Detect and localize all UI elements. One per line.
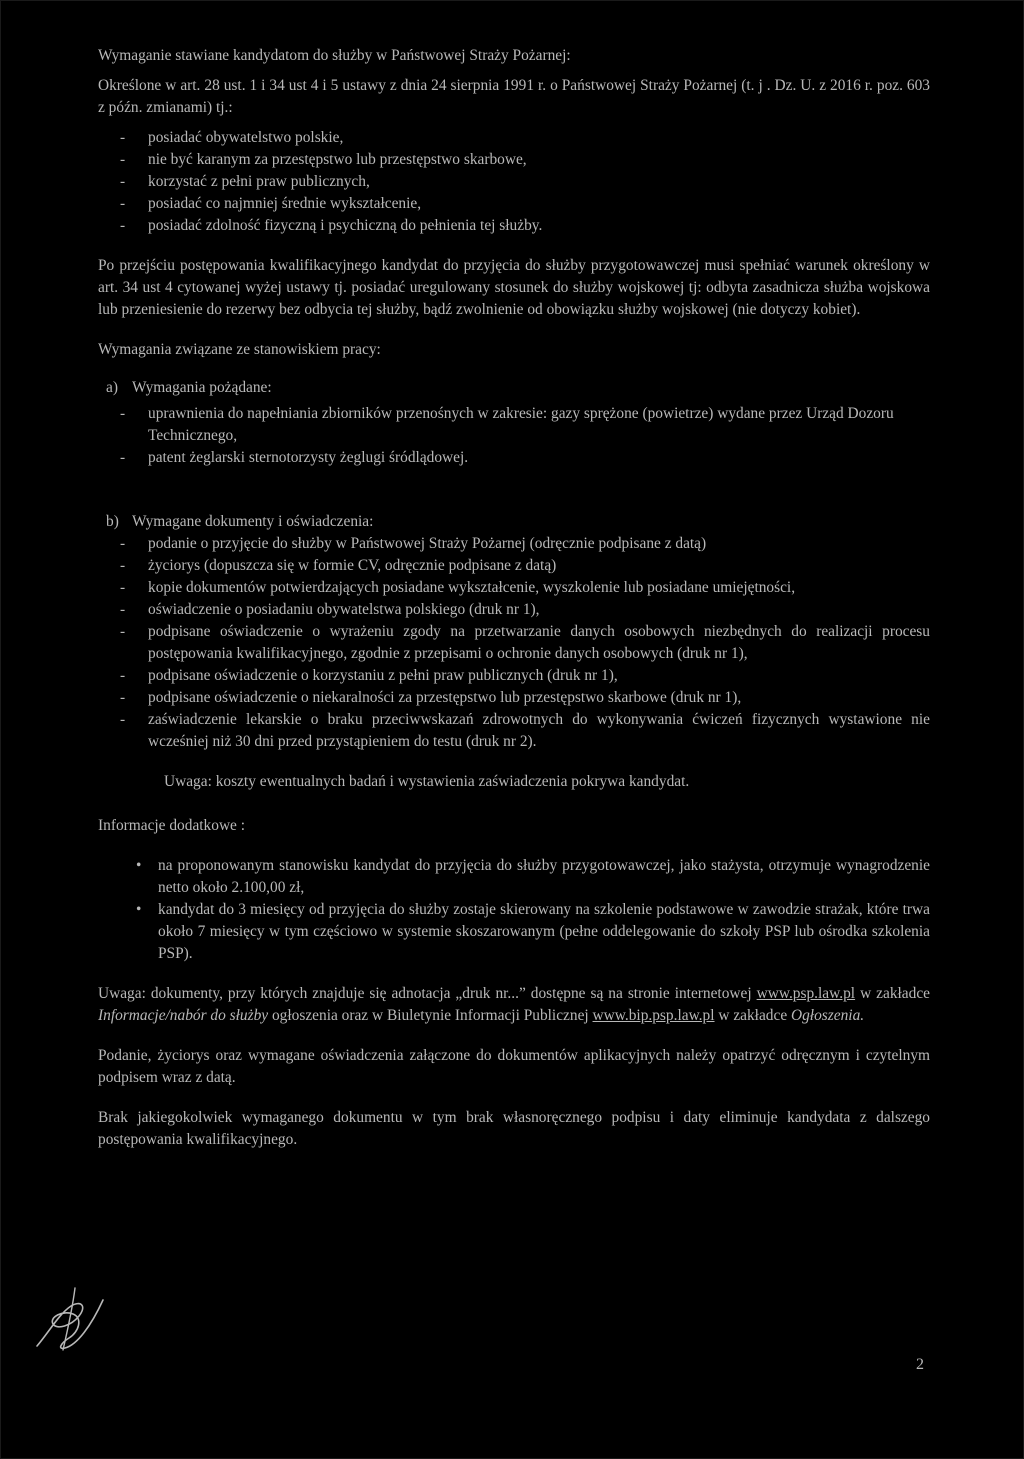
required-document-item (98, 709, 930, 753)
required-document-item (98, 621, 930, 665)
list-marker: - (120, 173, 126, 190)
list-item-text: oświadczenie o posiadaniu obywatelstwa polskiego (druk nr 1), (148, 601, 540, 618)
list-item-text: patent żeglarski sternotorzysty żeglugi śródlądowej. (148, 449, 469, 466)
additional-info-list (98, 855, 930, 965)
basic-requirement-item (98, 171, 930, 193)
documents-note-text-4: w zakładce (714, 1007, 791, 1024)
list-marker: - (120, 601, 126, 618)
additional-info-item (98, 855, 930, 899)
additional-heading: Informacje dodatkowe : (98, 817, 246, 834)
list-item-text: podanie o przyjęcie do służby w Państwowej Straży Pożarnej (odręcznie podpisane z datą) (148, 535, 707, 552)
documents-note-text-2: w zakładce (855, 985, 930, 1002)
page-number: 2 (916, 1356, 924, 1373)
position-heading: Wymagania związane ze stanowiskiem pracy: (98, 341, 381, 358)
military-paragraph: Po przejściu postępowania kwalifikacyjnego kandydat do przyjęcia do służby przygotowawczej musi spełniać warunek określony w art. 34 ust 4 cytowanej wyżej ustawy tj. posiadać uregulowany stosunek do służby wojskowej tj: odbyta zasadnicza służba wojskowa lub przeniesienie do rezerwy bez odbycia tej służby, bądź zwolnienie od obowiązku służby wojskowej (nie dotyczy kobiet). (98, 257, 930, 318)
list-marker: • (136, 857, 142, 874)
required-document-item (98, 533, 930, 555)
section-a (106, 377, 930, 399)
list-item-text: nie być karanym za przestępstwo lub przestępstwo skarbowe, (148, 151, 527, 168)
list-marker: - (120, 667, 126, 684)
document-title: Wymaganie stawiane kandydatom do służby w Państwowej Straży Pożarnej: (98, 47, 571, 64)
tab-name-ogloszenia: Ogłoszenia. (791, 1007, 865, 1024)
handwritten-signature (29, 1284, 109, 1354)
required-document-item (98, 687, 930, 709)
list-marker: - (120, 711, 126, 728)
list-marker: - (120, 557, 126, 574)
required-document-item (98, 577, 930, 599)
list-marker: - (120, 579, 126, 596)
list-item-text: posiadać co najmniej średnie wykształcenie, (148, 195, 422, 212)
list-marker: - (120, 217, 126, 234)
psp-website-link[interactable]: www.psp.law.pl (756, 985, 856, 1002)
section-b-label: b) (106, 513, 119, 530)
required-document-item (98, 665, 930, 687)
list-item-text: na proponowanym stanowisku kandydat do przyjęcia do służby przygotowawczej, jako stażysta, otrzymuje wynagrodzenie netto około 2.100,00 zł, (158, 857, 930, 896)
section-a-title: Wymagania pożądane: (132, 379, 272, 396)
desired-requirement-item (98, 403, 930, 447)
documents-note-text-1: Uwaga: dokumenty, przy których znajduje się adnotacja „druk nr...” dostępne są na stronie internetowej (98, 985, 757, 1002)
list-item-text: posiadać obywatelstwo polskie, (148, 129, 344, 146)
section-b-title: Wymagane dokumenty i oświadczenia: (132, 513, 374, 530)
list-item-text: podpisane oświadczenie o wyrażeniu zgody na przetwarzanie danych osobowych niezbędnych do realizacji procesu postępowania kwalifikacyjnego, zgodnie z przepisami o ochronie danych osobowych (druk nr 1), (148, 623, 930, 662)
list-marker: - (120, 129, 126, 146)
required-document-item (98, 599, 930, 621)
list-marker: - (120, 689, 126, 706)
documents-note (98, 983, 930, 1027)
list-marker: • (136, 901, 142, 918)
cost-note: Uwaga: koszty ewentualnych badań i wystawienia zaświadczenia pokrywa kandydat. (164, 773, 690, 790)
list-marker: - (120, 623, 126, 640)
list-marker: - (120, 535, 126, 552)
list-marker: - (120, 151, 126, 168)
intro-paragraph: Określone w art. 28 ust. 1 i 34 ust 4 i 5 ustawy z dnia 24 sierpnia 1991 r. o Państwowej Straży Pożarnej (t. j . Dz. U. z 2016 r. poz. 603 z późn. zmianami) tj.: (98, 77, 930, 116)
list-item-text: podpisane oświadczenie o niekaralności za przestępstwo lub przestępstwo skarbowe (druk nr 1), (148, 689, 742, 706)
document-content (98, 45, 930, 1151)
elimination-note: Brak jakiegokolwiek wymaganego dokumentu w tym brak własnoręcznego podpisu i daty eliminuje kandydata z dalszego postępowania kwalifikacyjnego. (98, 1109, 930, 1148)
basic-requirement-item (98, 193, 930, 215)
signature-note: Podanie, życiorys oraz wymagane oświadczenia załączone do dokumentów aplikacyjnych należy opatrzyć odręcznym i czytelnym podpisem wraz z datą. (98, 1047, 930, 1086)
list-item-text: kandydat do 3 miesięcy od przyjęcia do służby zostaje skierowany na szkolenie podstawowe w zawodzie strażak, które trwa około 7 miesięcy w tym częściowo w systemie skoszarowanym (pełne oddelegowanie do szkoły PSP lub ośrodka szkolenia PSP). (158, 901, 930, 962)
desired-requirements-list (98, 403, 930, 469)
list-item-text: kopie dokumentów potwierdzających posiadane wykształcenie, wyszkolenie lub posiadane umiejętności, (148, 579, 796, 596)
list-marker: - (120, 405, 126, 422)
section-a-label: a) (106, 379, 118, 396)
list-marker: - (120, 195, 126, 212)
list-marker: - (120, 449, 126, 466)
required-documents-list (98, 533, 930, 753)
tab-name-informacje: Informacje/nabór do służby (98, 1007, 269, 1024)
list-item-text: uprawnienia do napełniania zbiorników przenośnych w zakresie: gazy sprężone (powietrze) wydane przez Urząd Dozoru Technicznego, (148, 405, 894, 444)
list-item-text: posiadać zdolność fizyczną i psychiczną do pełnienia tej służby. (148, 217, 543, 234)
list-item-text: życiorys (dopuszcza się w formie CV, odręcznie podpisane z datą) (148, 557, 557, 574)
additional-info-item (98, 899, 930, 965)
basic-requirement-item (98, 127, 930, 149)
documents-note-text-3: ogłoszenia oraz w Biuletynie Informacji Publicznej (268, 1007, 593, 1024)
basic-requirement-item (98, 149, 930, 171)
list-item-text: podpisane oświadczenie o korzystaniu z pełni praw publicznych (druk nr 1), (148, 667, 618, 684)
list-item-text: korzystać z pełni praw publicznych, (148, 173, 370, 190)
section-b (106, 511, 930, 533)
basic-requirements-list (98, 127, 930, 237)
basic-requirement-item (98, 215, 930, 237)
required-document-item (98, 555, 930, 577)
list-item-text: zaświadczenie lekarskie o braku przeciwwskazań zdrowotnych do wykonywania ćwiczeń fizycznych wystawione nie wcześniej niż 30 dni przed przystąpieniem do testu (druk nr 2). (148, 711, 930, 750)
desired-requirement-item (98, 447, 930, 469)
bip-website-link[interactable]: www.bip.psp.law.pl (592, 1007, 715, 1024)
